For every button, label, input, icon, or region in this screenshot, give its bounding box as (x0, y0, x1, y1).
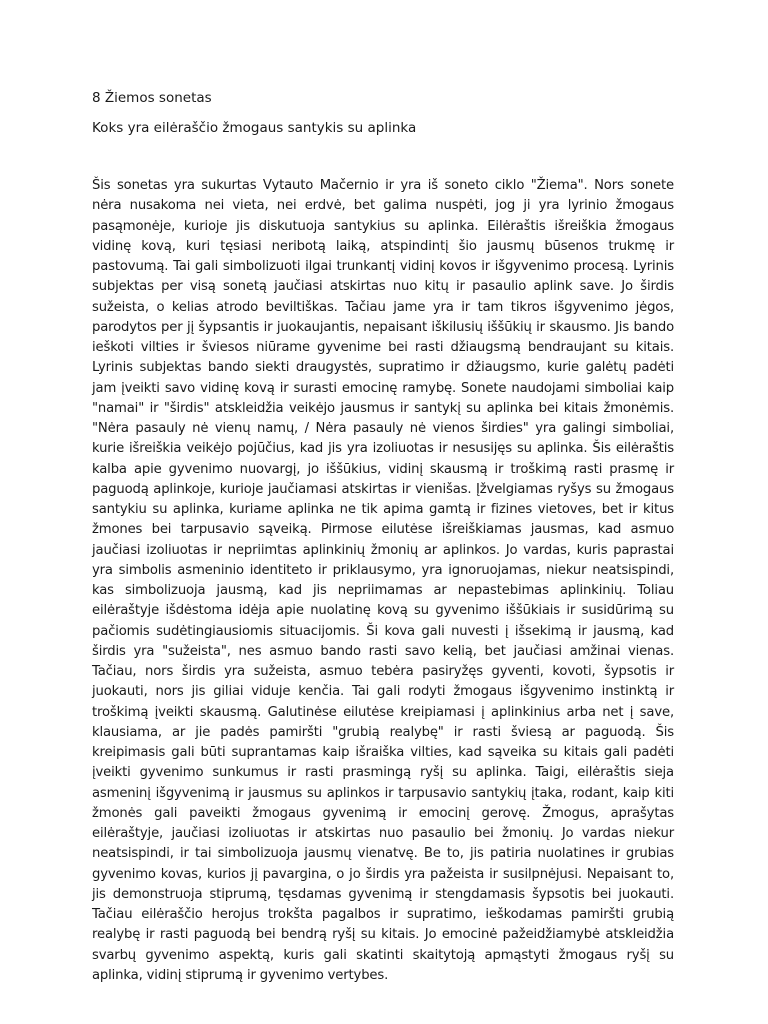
body-paragraph: Šis sonetas yra sukurtas Vytauto Mačernio ir yra iš soneto ciklo "Žiema". Nors sonete nėra nusakoma nei vieta, nei erdvė, bet galima nuspėti, jog ji yra lyrinio žmogaus pasąmonėje, kurioje jis diskutuoja santykius su aplinka. Eilėraštis išreiškia žmogaus vidinę kovą, kuri tęsiasi neribotą laiką, atspindintį šio jausmų būsenos trukmę ir pastovumą. Tai gali simbolizuoti ilgai trunkantį vidinį kovos ir išgyvenimo procesą. Lyrinis subjektas per visą sonetą jaučiasi atskirtas nuo kitų ir pasaulio aplink save. Jo širdis sužeista, o kelias atrodo beviltiškas. Tačiau jame yra ir tam tikros išgyvenimo jėgos, parodytos per jį šypsantis ir juokaujantis, nepaisant iškilusių iššūkių ir skausmo. Jis bando ieškoti vilties ir šviesos niūrame gyvenime bei rasti džiaugsmą bendraujant su kitais. Lyrinis subjektas bando siekti draugystės, supratimo ir džiaugsmo, kurie galėtų padėti jam įveikti savo vidinę kovą ir surasti emocinę ramybę. Sonete naudojami simboliai kaip "namai" ir "širdis" atskleidžia veikėjo jausmus ir santykį su aplinka bei kitais žmonėmis. "Nėra pasauly nė vienų namų, / Nėra pasauly nė vienos širdies" yra galingi simboliai, kurie išreiškia veikėjo pojūčius, kad jis yra izoliuotas ir nesusijęs su aplinka. Šis eilėraštis kalba apie gyvenimo nuovargį, jo iššūkius, vidinį skausmą ir troškimą rasti prasmę ir paguodą aplinkoje, kurioje jaučiamasi atskirtas ir vienišas. Įžvelgiamas ryšys su žmogaus santykiu su aplinka, kuriame aplinka ne tik apima gamtą ir fizines vietoves, bet ir kitus žmones bei tarpusavio sąveiką. Pirmose eilutėse išreiškiamas jausmas, kad asmuo jaučiasi izoliuotas ir nepriimtas aplinkinių žmonių ar aplinkos. Jo vardas, kuris paprastai yra simbolis asmeninio identiteto ir priklausymo, yra ignoruojamas, niekur neatsispindi, kas simbolizuoja jausmą, kad jis nepriimamas ar nepastebimas aplinkinių. Toliau eilėraštyje išdėstoma idėja apie nuolatinę kovą su gyvenimo iššūkiais ir susidūrimą su pačiomis sudėtingiausiomis situacijomis. Ši kova gali nuvesti į išsekimą ir jausmą, kad širdis yra "sužeista", nes asmuo bando rasti savo kelią, bet jaučiasi amžinai vienas. Tačiau, nors širdis yra sužeista, asmuo tebėra pasiryžęs gyventi, kovoti, šypsotis ir juokauti, nors jis giliai viduje kenčia. Tai gali rodyti žmogaus išgyvenimo instinktą ir troškimą įveikti skausmą. Galutinėse eilutėse kreipiamasi į aplinkinius arba net į save, klausiama, ar jie padės pamiršti "grubią realybę" ir rasti šviesą ar paguodą. Šis kreipimasis gali būti suprantamas kaip išraiška vilties, kad sąveika su kitais gali padėti įveikti gyvenimo sunkumus ir rasti prasmingą ryšį su aplinka. Taigi, eilėraštis sieja asmeninį išgyvenimą ir jausmus su aplinkos ir tarpusavio santykių įtaka, rodant, kaip kiti žmonės gali paveikti žmogaus gyvenimą ir emocinį gerovę. Žmogus, aprašytas eilėraštyje, jaučiasi izoliuotas ir atskirtas nuo pasaulio bei žmonių. Jo vardas niekur neatsispindi, ir tai simbolizuoja jausmų vienatvę. Be to, jis patiria nuolatines ir grubias gyvenimo kovas, kurios jį pavargina, o jo širdis yra pažeista ir susilpnėjusi. Nepaisant to, jis demonstruoja stiprumą, tęsdamas gyvenimą ir stengdamasis šypsotis bei juokauti. Tačiau eilėraščio herojus trokšta pagalbos ir supratimo, ieškodamas pamiršti grubią realybę ir rasti paguodą bei bendrą ryšį su kitais. Jo emocinė pažeidžiamybė atskleidžia svarbų gyvenimo aspektą, kuris gali skatinti skaitytoją apmąstyti žmogaus ryšį su aplinka, vidinį stiprumą ir gyvenimo vertybes. (92, 178, 674, 983)
document-title: 8 Žiemos sonetas (92, 90, 212, 106)
document-question-heading: Koks yra eilėraščio žmogaus santykis su aplinka (92, 120, 417, 136)
